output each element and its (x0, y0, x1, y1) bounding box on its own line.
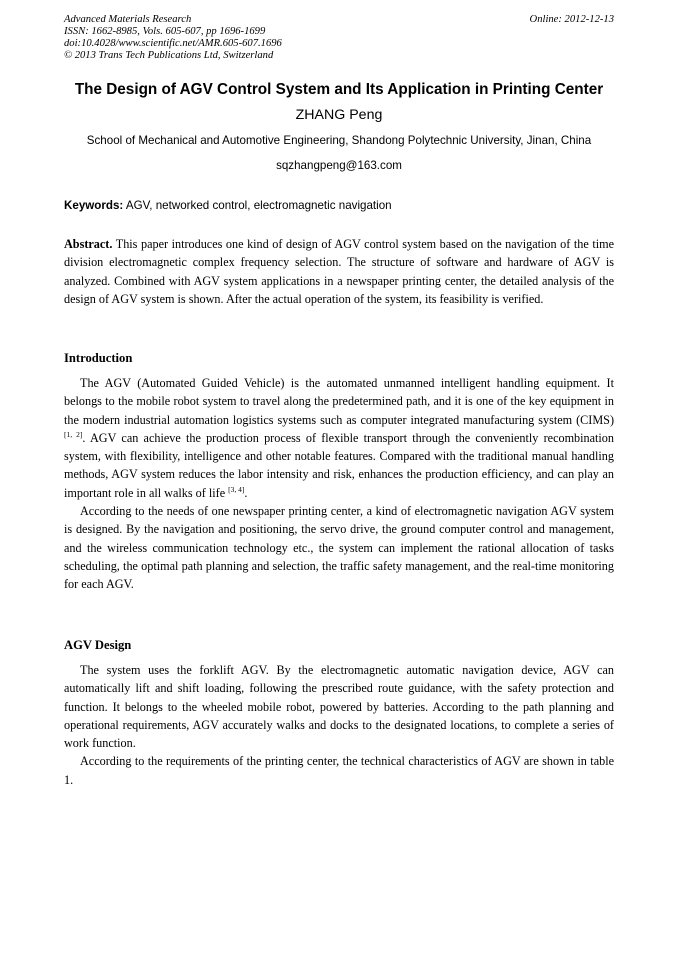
issn-line: ISSN: 1662-8985, Vols. 605-607, pp 1696-1699 (64, 26, 266, 37)
abstract (64, 235, 614, 308)
online-date: Online: 2012-12-13 (529, 14, 614, 25)
agv-design-paragraph-1: The system uses the forklift AGV. By the electromagnetic automatic navigation device, AGV can automatically lift and shift loading, following the prescribed route guidance, with the safety protection and function. It belongs to the wheeled mobile robot, powered by batteries. According to the path planning and operational requirements, AGV accurately walks and docks to the designated locations, to complete a series of work function. (64, 663, 614, 751)
introduction-paragraph-2: According to the needs of one newspaper printing center, a kind of electromagnetic navigation AGV system is designed. By the navigation and positioning, the servo drive, the ground computer control and management, and the wireless communication technology etc., the system can implement the rational allocation of tasks scheduling, the optimal path planning and selection, the traffic safety management, and the real-time monitoring for each AGV. (64, 504, 614, 592)
author-email: sqzhangpeng@163.com (276, 159, 402, 172)
keywords-text: AGV, networked control, electromagnetic navigation (125, 199, 392, 212)
abstract-label: Abstract. (64, 237, 113, 251)
agv-design-section (64, 661, 614, 789)
keywords-label: Keywords: (64, 199, 124, 212)
introduction-heading: Introduction (64, 351, 133, 365)
paper-title: The Design of AGV Control System and Its Application in Printing Center (74, 81, 604, 98)
citation-ref-1-2: [1, 2] (64, 429, 83, 439)
abstract-text: This paper introduces one kind of design of AGV control system based on the navigation of the time division electromagnetic complex frequency selection. The structure of software and hardware of AGV is analyzed. Combined with AGV system applications in a newspaper printing center, the detailed analysis of the design of AGV system is shown. After the actual operation of the system, its feasibility is verified. (64, 237, 615, 306)
keywords (64, 199, 616, 213)
author-name: ZHANG Peng (295, 107, 383, 123)
intro-p1-text-c: . (244, 485, 248, 500)
agv-design-heading: AGV Design (64, 638, 132, 652)
journal-name: Advanced Materials Research (64, 14, 192, 25)
intro-p1-text-b: . AGV can achieve the production process of flexible transport through the conveniently recombination system, with flexibility, intelligence and other notable features. Compared with the traditional manual handling methods, AGV system reduces the labor intensity and risk, enhances the production efficiency, and can play an important role in all walks of life (64, 430, 614, 500)
introduction-section (64, 374, 614, 594)
doi-line: doi:10.4028/www.scientific.net/AMR.605-607.1696 (64, 38, 282, 49)
copyright-line: © 2013 Trans Tech Publications Ltd, Switzerland (64, 50, 274, 61)
intro-p1-text-a: The AGV (Automated Guided Vehicle) is the automated unmanned intelligent handling equipment. It belongs to the mobile robot system to travel along the predetermined path, and it is one of the key equipment in the modern industrial automation logistics systems such as computer integrated manufacturing system (CIMS) (64, 376, 614, 427)
citation-ref-3-4: [3, 4] (228, 484, 245, 494)
journal-header (64, 14, 616, 62)
agv-design-paragraph-2: According to the requirements of the printing center, the technical characteristics of AGV are shown in table 1. (64, 754, 614, 787)
introduction-paragraph-1 (64, 374, 614, 502)
affiliation: School of Mechanical and Automotive Engineering, Shandong Polytechnic University, Jinan, China (86, 134, 592, 147)
